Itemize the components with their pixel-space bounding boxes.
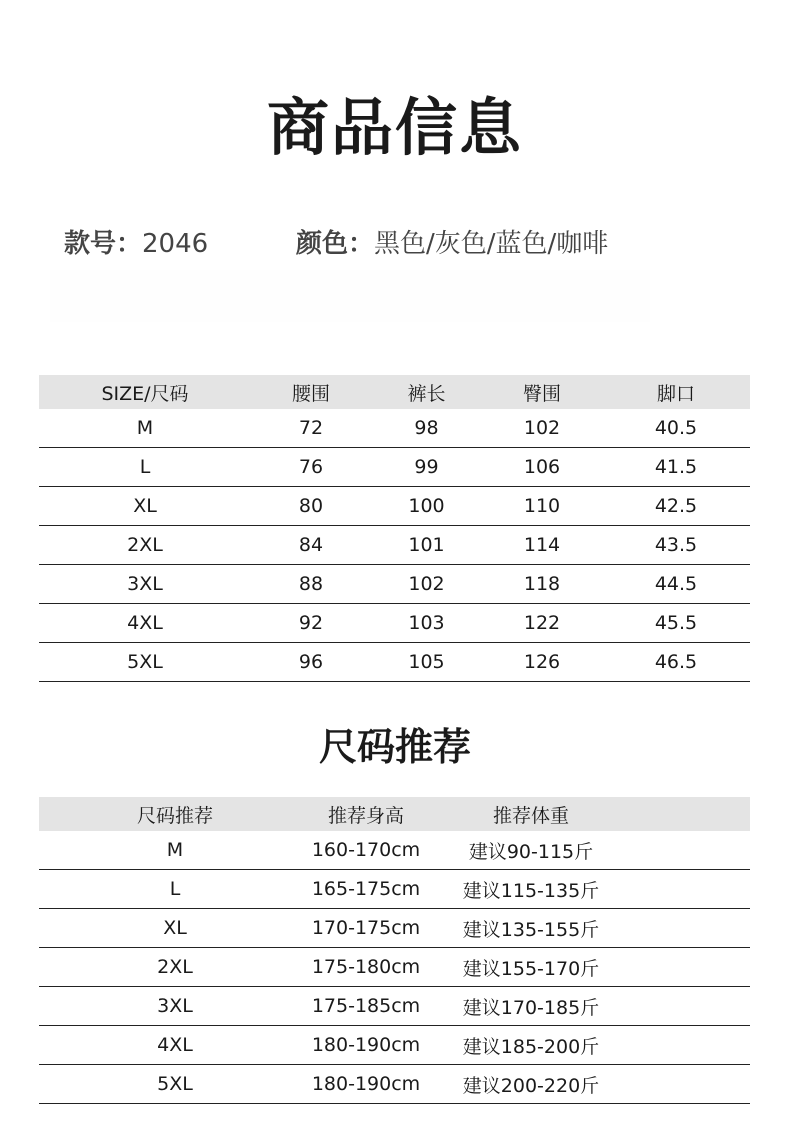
spacer-cell [641,948,750,987]
length-cell: 100 [371,487,482,526]
spacer-cell [641,909,750,948]
length-cell: 105 [371,643,482,682]
size-cell: L [39,448,251,487]
recommend-section-title: 尺码推荐 [318,725,471,769]
hip-cell: 114 [482,526,602,565]
hip-cell: 126 [482,643,602,682]
hem-cell: 45.5 [602,604,750,643]
height-cell: 170-175cm [311,909,421,948]
color-options [296,224,608,264]
size-cell: 4XL [39,604,251,643]
recommend-header-row [39,797,750,831]
table-row [39,565,750,604]
header-size: SIZE/尺码 [39,375,251,409]
header-spacer [641,797,750,831]
table-row [39,487,750,526]
spacer-cell [641,1026,750,1065]
table-row [39,909,750,948]
size-recommendation-table [39,797,750,1104]
size-chart-header-row [39,375,750,409]
spacer-cell [641,1065,750,1104]
hip-cell: 118 [482,565,602,604]
header-hip: 臀围 [482,375,602,409]
length-cell: 101 [371,526,482,565]
size-cell: M [39,831,311,870]
hip-cell: 102 [482,409,602,448]
table-row [39,987,750,1026]
length-cell: 103 [371,604,482,643]
color-value: 黑色/灰色/蓝色/咖啡 [374,229,609,259]
table-row [39,526,750,565]
hem-cell: 43.5 [602,526,750,565]
hip-cell: 110 [482,487,602,526]
size-cell: 5XL [39,643,251,682]
header-recommended-height: 推荐身高 [311,797,421,831]
size-cell: M [39,409,251,448]
header-recommended-weight: 推荐体重 [421,797,641,831]
waist-cell: 76 [251,448,371,487]
height-cell: 165-175cm [311,870,421,909]
size-cell: XL [39,487,251,526]
length-cell: 102 [371,565,482,604]
spacer-cell [641,831,750,870]
size-cell: 5XL [39,1065,311,1104]
table-row [39,1026,750,1065]
style-number-value: 2046 [142,229,209,259]
table-row [39,1065,750,1104]
table-row [39,948,750,987]
weight-cell: 建议170-185斤 [421,987,641,1026]
table-row [39,870,750,909]
table-row [39,448,750,487]
waist-cell: 72 [251,409,371,448]
waist-cell: 88 [251,565,371,604]
hem-cell: 42.5 [602,487,750,526]
blank-banner [50,270,650,322]
style-number [64,224,208,264]
height-cell: 160-170cm [311,831,421,870]
size-cell: 2XL [39,526,251,565]
table-row [39,604,750,643]
spacer-cell [641,870,750,909]
hem-cell: 46.5 [602,643,750,682]
height-cell: 180-190cm [311,1065,421,1104]
weight-cell: 建议135-155斤 [421,909,641,948]
spacer-cell [641,987,750,1026]
hem-cell: 40.5 [602,409,750,448]
weight-cell: 建议90-115斤 [421,831,641,870]
size-cell: 4XL [39,1026,311,1065]
waist-cell: 84 [251,526,371,565]
weight-cell: 建议185-200斤 [421,1026,641,1065]
height-cell: 180-190cm [311,1026,421,1065]
weight-cell: 建议115-135斤 [421,870,641,909]
height-cell: 175-180cm [311,948,421,987]
weight-cell: 建议200-220斤 [421,1065,641,1104]
hip-cell: 122 [482,604,602,643]
weight-cell: 建议155-170斤 [421,948,641,987]
hip-cell: 106 [482,448,602,487]
waist-cell: 92 [251,604,371,643]
color-label: 颜色： [296,229,375,259]
size-cell: 2XL [39,948,311,987]
header-hem: 脚口 [602,375,750,409]
hem-cell: 41.5 [602,448,750,487]
size-chart-table [39,375,750,682]
style-number-label: 款号： [64,229,143,259]
table-row [39,409,750,448]
length-cell: 98 [371,409,482,448]
page-title: 商品信息 [266,91,523,164]
height-cell: 175-185cm [311,987,421,1026]
table-row [39,831,750,870]
length-cell: 99 [371,448,482,487]
table-row [39,643,750,682]
waist-cell: 96 [251,643,371,682]
size-cell: 3XL [39,987,311,1026]
waist-cell: 80 [251,487,371,526]
size-cell: 3XL [39,565,251,604]
header-recommended-size: 尺码推荐 [39,797,311,831]
size-cell: L [39,870,311,909]
hem-cell: 44.5 [602,565,750,604]
size-cell: XL [39,909,311,948]
header-length: 裤长 [371,375,482,409]
header-waist: 腰围 [251,375,371,409]
